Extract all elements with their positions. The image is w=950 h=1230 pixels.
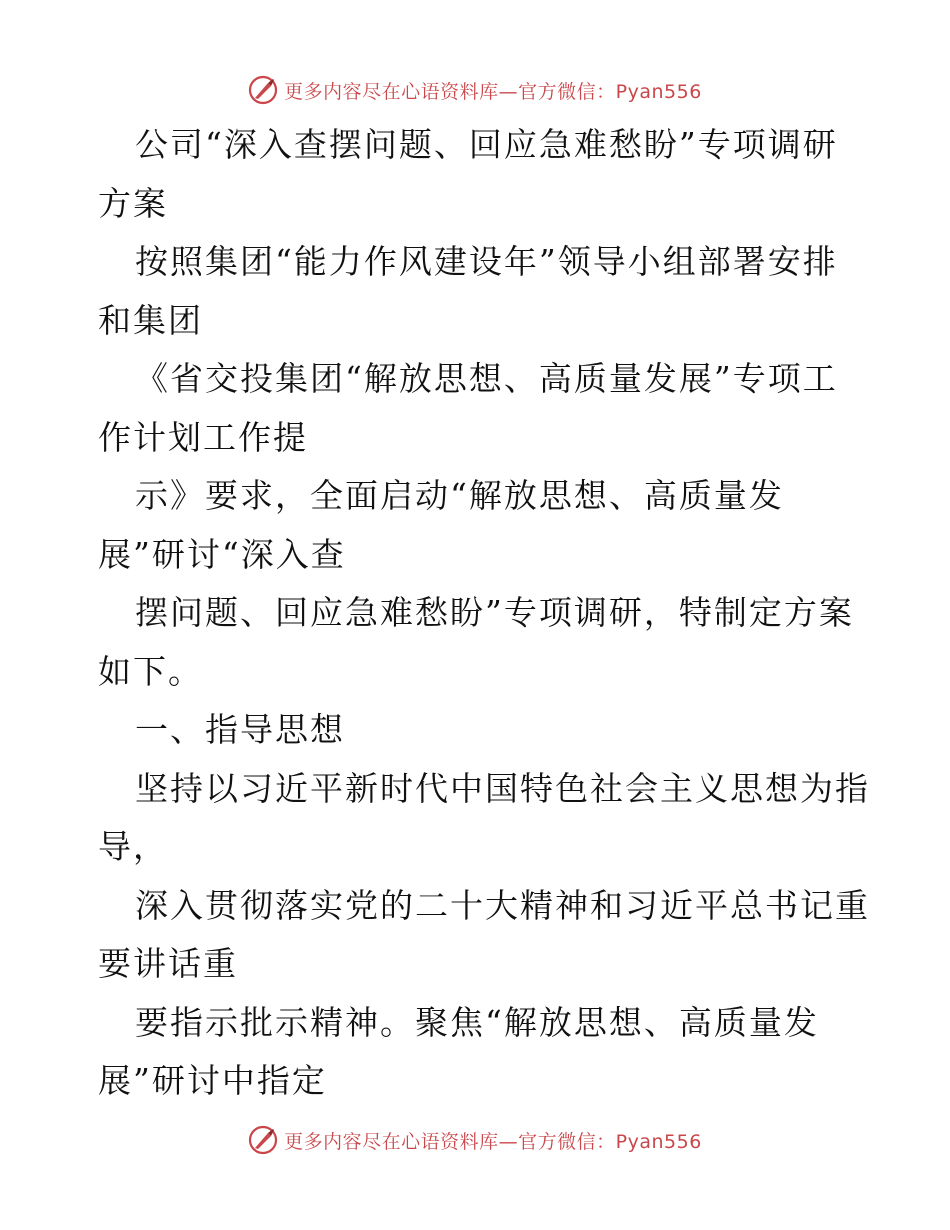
text-line: 作计划工作提	[98, 417, 308, 457]
text-line: 和集团	[98, 300, 203, 340]
text-line: 展”研讨“深入查	[98, 534, 346, 574]
text-line: 如下。	[98, 651, 203, 691]
text-line: 按照集团“能力作风建设年”领导小组部署安排	[135, 242, 838, 281]
header-banner	[0, 70, 950, 110]
text-line: 展”研讨中指定	[98, 1061, 327, 1100]
text-line: 公司“深入查摆问题、回应急难愁盼”专项调研	[135, 125, 838, 164]
banner-wechat-text: 官方微信：Pyan556	[518, 80, 702, 103]
text-line: 要讲话重	[98, 944, 238, 983]
quill-pen-logo-icon	[248, 75, 278, 105]
text-line: 深入贯彻落实党的二十大精神和习近平总书记重	[135, 885, 870, 925]
text-line: 要指示批示精神。聚焦“解放思想、高质量发	[135, 1002, 819, 1042]
banner-site-text: 更多内容尽在心语资料库—	[284, 80, 519, 103]
text-line: 导，	[98, 827, 168, 866]
footer-banner	[0, 1120, 950, 1160]
quill-pen-logo-icon	[248, 1125, 278, 1155]
text-line: 方案	[98, 183, 168, 223]
text-line: 坚持以习近平新时代中国特色社会主义思想为指	[135, 768, 870, 808]
text-line: 摆问题、回应急难愁盼”专项调研，特制定方案	[135, 593, 854, 632]
banner-site-text: 更多内容尽在心语资料库—	[284, 1130, 519, 1153]
section-heading: 一、指导思想	[135, 710, 345, 749]
text-line: 《省交投集团“解放思想、高质量发展”专项工	[135, 359, 838, 398]
document-body	[98, 116, 870, 1111]
banner-wechat-text: 官方微信：Pyan556	[518, 1130, 702, 1153]
text-line: 示》要求，全面启动“解放思想、高质量发	[135, 476, 784, 515]
